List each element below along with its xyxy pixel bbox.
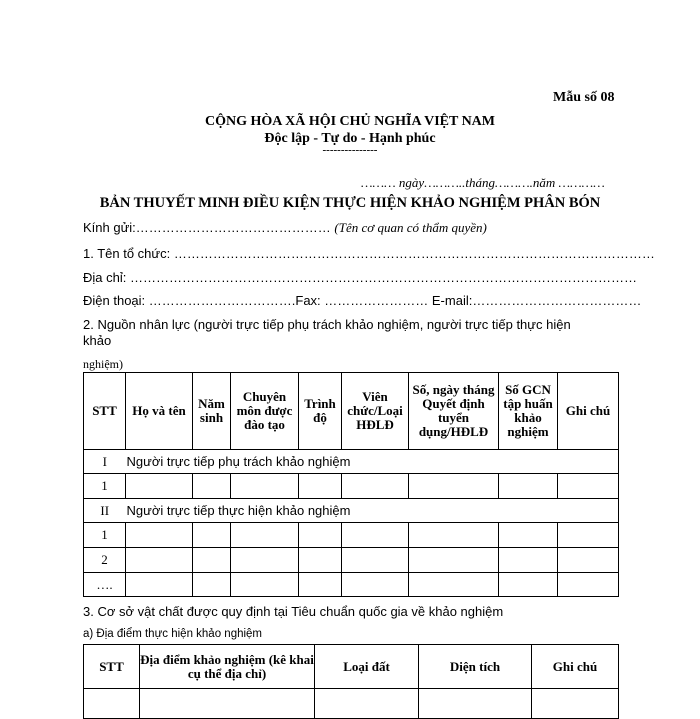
table-row bbox=[84, 573, 619, 597]
location-table-header bbox=[84, 645, 619, 689]
document-title: BẢN THUYẾT MINH ĐIỀU KIỆN THỰC HIỆN KHẢO NGHIỆM PHÂN BÓN bbox=[99, 195, 601, 211]
group-number: I bbox=[84, 450, 126, 474]
header-rule: --------------- bbox=[322, 144, 378, 156]
org-name-field: 1. Tên tổ chức: ………………………………………………………………………………………………… bbox=[83, 246, 655, 261]
contact-field: Điện thoại: …………………………….Fax: …………………… E-mail:………………………………… bbox=[83, 293, 642, 308]
row-number: 2 bbox=[84, 548, 126, 573]
section2-line2: khảo bbox=[83, 333, 112, 348]
location-table bbox=[83, 644, 619, 719]
table-row bbox=[84, 689, 619, 719]
row-number: …. bbox=[84, 573, 126, 597]
kinh-gui-line bbox=[83, 220, 487, 236]
staff-table-header bbox=[84, 373, 619, 450]
col-certificate: Số GCN tập huấn khảo nghiệm bbox=[499, 373, 558, 450]
col-area: Diện tích bbox=[419, 645, 532, 689]
table-row bbox=[84, 474, 619, 499]
col-stt: STT bbox=[84, 645, 140, 689]
form-number: Mẫu số 08 bbox=[553, 90, 615, 105]
col-stt: STT bbox=[84, 373, 126, 450]
col-decision: Số, ngày tháng Quyết định tuyển dụng/HĐLĐ bbox=[409, 373, 499, 450]
col-birth-year: Năm sinh bbox=[193, 373, 231, 450]
date-line: ……… ngày………..tháng……….năm ………… bbox=[361, 175, 605, 190]
section2-line1: 2. Nguồn nhân lực (người trực tiếp phụ trách khảo nghiệm, người trực tiếp thực hiện bbox=[83, 317, 571, 332]
col-note: Ghi chú bbox=[532, 645, 619, 689]
address-field: Địa chỉ: ……………………………………………………………………………………………………… bbox=[83, 270, 637, 285]
row-number: 1 bbox=[84, 474, 126, 499]
section2-line3: nghiệm) bbox=[83, 357, 123, 371]
group-label: Người trực tiếp phụ trách khảo nghiệm bbox=[126, 450, 619, 474]
section3-line: 3. Cơ sở vật chất được quy định tại Tiêu chuẩn quốc gia về khảo nghiệm bbox=[83, 604, 504, 619]
col-contract-type: Viên chức/Loại HĐLĐ bbox=[342, 373, 409, 450]
col-specialty: Chuyên môn được đào tạo bbox=[231, 373, 299, 450]
col-note: Ghi chú bbox=[558, 373, 619, 450]
group-row bbox=[84, 499, 619, 523]
section3-sub-a: a) Địa điểm thực hiện khảo nghiệm bbox=[83, 628, 263, 640]
group-number: II bbox=[84, 499, 126, 523]
staff-table bbox=[83, 372, 619, 597]
kinh-gui-label: Kính gửi:……………………………………… bbox=[83, 220, 331, 235]
motto: Độc lập - Tự do - Hạnh phúc bbox=[264, 131, 436, 146]
kinh-gui-note: (Tên cơ quan có thẩm quyền) bbox=[334, 220, 487, 235]
group-row bbox=[84, 450, 619, 474]
row-number: 1 bbox=[84, 523, 126, 548]
col-name: Họ và tên bbox=[126, 373, 193, 450]
table-row bbox=[84, 548, 619, 573]
table-row bbox=[84, 523, 619, 548]
group-label: Người trực tiếp thực hiện khảo nghiệm bbox=[126, 499, 619, 523]
col-soil-type: Loại đất bbox=[315, 645, 419, 689]
col-level: Trình độ bbox=[299, 373, 342, 450]
country-name: CỘNG HÒA XÃ HỘI CHỦ NGHĨA VIỆT NAM bbox=[204, 114, 495, 129]
col-location: Địa điểm khảo nghiệm (kê khai cụ thể địa chỉ) bbox=[140, 645, 315, 689]
